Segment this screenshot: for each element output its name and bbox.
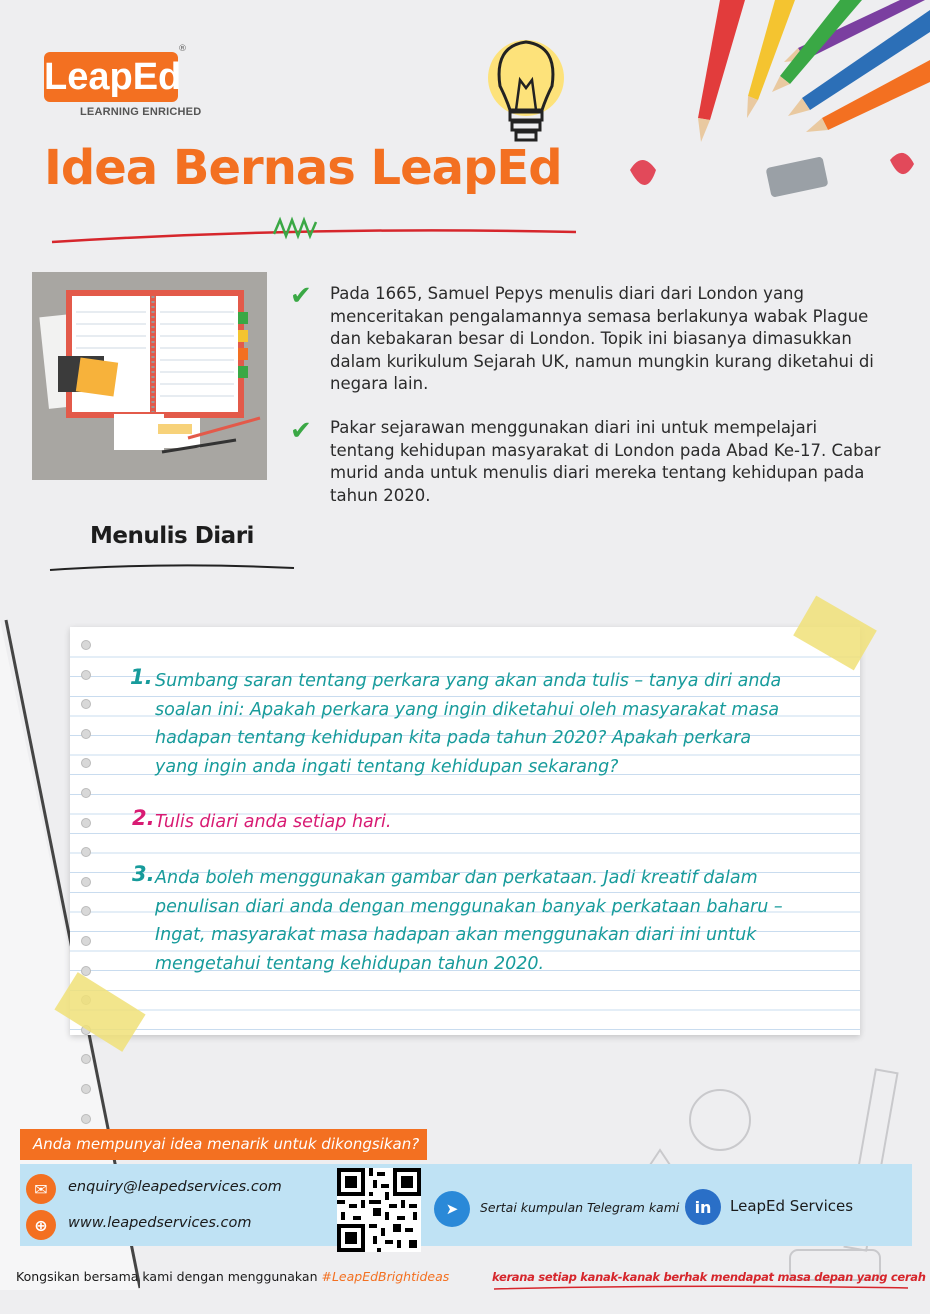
lightbulb-icon	[466, 26, 586, 156]
step-number-3: 3.	[132, 862, 155, 886]
share-text	[16, 1269, 449, 1284]
globe-icon: ⊕	[26, 1210, 56, 1240]
share-prefix: Kongsikan bersama kami dengan menggunakan	[16, 1269, 318, 1284]
website-link[interactable]: www.leapedservices.com	[68, 1215, 252, 1231]
pencil-shavings	[630, 160, 656, 185]
page-title: Idea Bernas LeapEd	[44, 140, 562, 196]
step-text-2: Tulis diari anda setiap hari.	[155, 812, 392, 832]
brand-tagline: LEARNING ENRICHED	[80, 106, 202, 118]
bullet-text-2: Pakar sejarawan menggunakan diari ini untuk mempelajari tentang kehidupan masyarakat di London pada Abad Ke-17. Cabar murid anda untuk menulis diari mereka tentang kehidupan pada tahun 2020.	[330, 418, 881, 505]
telegram-link[interactable]: Sertai kumpulan Telegram kami	[480, 1200, 680, 1215]
paper-holes	[81, 640, 95, 1025]
diary-illustration	[32, 272, 267, 480]
pencils-illustration	[600, 0, 930, 230]
section-underline	[48, 558, 298, 576]
slogan-underline	[492, 1284, 912, 1292]
step-text-3: Anda boleh menggunakan gambar dan perkataan. Jadi kreatif dalam penulisan diari anda dengan menggunakan banyak perkataan baharu – Ingat, masyarakat masa hadapan akan menggunakan diari ini untuk mengetahui tentang kehidupan tahun 2020.	[155, 868, 783, 974]
qr-code[interactable]	[337, 1168, 421, 1252]
pencil-red	[698, 0, 745, 142]
bullet-text-1: Pada 1665, Samuel Pepys menulis diari dari London yang menceritakan pengalamannya semasa berlakunya wabak Plague dan kebakaran besar di London. Topik ini biasanya dimasukkan dalam kurikulum Sejarah UK, namun mungkin kurang diketahui di negara lain.	[330, 284, 874, 393]
cta-banner: Anda mempunyai idea menarik untuk dikongsikan?	[20, 1129, 427, 1160]
checkmark-icon: ✔	[290, 416, 312, 446]
slogan: kerana setiap kanak-kanak berhak mendapat masa depan yang cerah	[492, 1270, 926, 1284]
registered-mark: ®	[178, 44, 187, 54]
sharpener	[766, 156, 829, 197]
telegram-icon[interactable]: ➤	[434, 1191, 470, 1227]
hashtag[interactable]: #LeapEdBrightideas	[321, 1269, 450, 1284]
step-number-1: 1.	[130, 665, 153, 689]
title-underline	[50, 212, 580, 252]
linkedin-link[interactable]: LeapEd Services	[730, 1197, 854, 1215]
checkmark-icon: ✔	[290, 281, 312, 311]
email-link[interactable]: enquiry@leapedservices.com	[68, 1179, 282, 1195]
brand-logo: LeapEd	[44, 52, 178, 102]
linkedin-icon[interactable]: in	[685, 1189, 721, 1225]
section-label: Menulis Diari	[90, 523, 254, 549]
step-number-2: 2.	[132, 806, 155, 830]
mail-icon: ✉	[26, 1174, 56, 1204]
step-text-1: Sumbang saran tentang perkara yang akan anda tulis – tanya diri anda soalan ini: Apakah perkara yang ingin diketahui oleh masyarakat masa hadapan tentang kehidupan kita pada tahun 2020? Apakah perkara yang ingin anda ingati tentang kehidupan sekarang?	[155, 671, 782, 777]
